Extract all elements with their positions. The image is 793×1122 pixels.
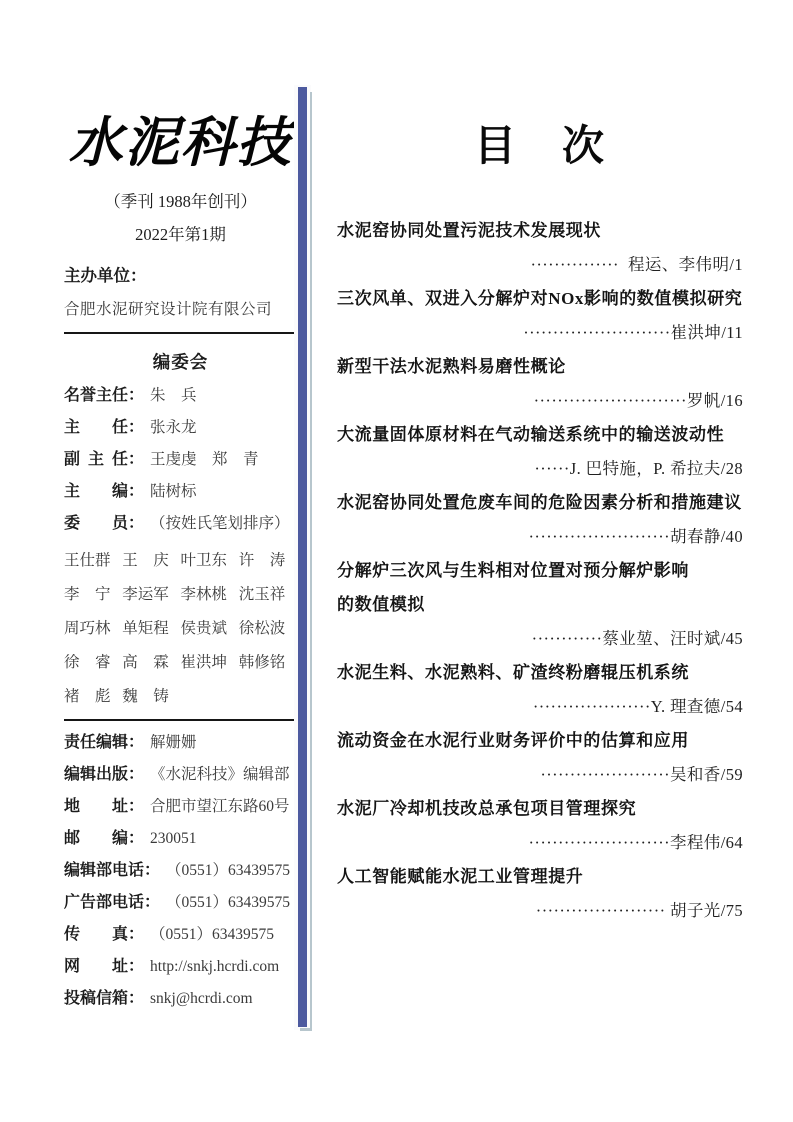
- toc-article-byline: ························胡春静/40: [528, 527, 743, 547]
- pub-row: [64, 765, 297, 785]
- member-name: 褚 彪: [64, 687, 111, 705]
- role-label: 名誉主任：: [64, 386, 145, 404]
- member-name: 许 涛: [238, 551, 286, 569]
- member-name: 侯贵斌: [180, 619, 228, 637]
- toc-column: [337, 122, 743, 928]
- member-name: 徐 睿: [64, 653, 111, 671]
- role-value: （按姓氏笔划排序）: [150, 514, 290, 532]
- role-value: 张永龙: [150, 418, 197, 436]
- pub-row: [64, 861, 297, 881]
- publishing-info: [64, 733, 297, 1009]
- pub-row: [64, 893, 297, 913]
- toc-article-list: [337, 214, 743, 928]
- pub-row: [64, 957, 297, 977]
- toc-article: [337, 860, 743, 928]
- toc-article-title: 新型干法水泥熟料易磨性概论: [337, 357, 566, 377]
- member-name: 魏 铸: [122, 687, 169, 705]
- toc-article: [337, 656, 743, 724]
- member-name: 李 宁: [64, 585, 111, 603]
- pub-row: [64, 733, 297, 753]
- toc-article-title: 水泥窑协同处置污泥技术发展现状: [337, 221, 601, 241]
- toc-article: [337, 724, 743, 792]
- pub-label: 邮 编：: [64, 829, 145, 847]
- pub-label: 广告部电话：: [64, 893, 161, 911]
- toc-article: [337, 282, 743, 350]
- toc-article-byline: ························李程伟/64: [528, 833, 743, 853]
- role-row: [64, 450, 297, 470]
- toc-article-byline: ······················吴和香/59: [540, 765, 743, 785]
- toc-article: [337, 486, 743, 554]
- toc-article-byline: ····················Y. 理查德/54: [532, 697, 743, 717]
- member-name: 李运军: [122, 585, 169, 603]
- journal-title: 水泥科技: [68, 113, 293, 173]
- divider-bar: [298, 87, 307, 1027]
- role-label: 主 编：: [64, 482, 145, 500]
- organizer-label: 主办单位：: [64, 266, 147, 285]
- toc-article-byline: ··············· 程运、李伟明/1: [530, 255, 743, 275]
- journal-info-column: [64, 110, 297, 1009]
- toc-article-byline: ············蔡业堃、汪时斌/45: [531, 629, 743, 649]
- member-name: 高 霖: [122, 653, 169, 671]
- pub-label: 责任编辑：: [64, 733, 145, 751]
- pub-row: [64, 829, 297, 849]
- toc-article-title: 的数值模拟: [337, 595, 425, 615]
- pub-label: 编辑出版：: [64, 765, 145, 783]
- pub-value: 230051: [150, 829, 197, 847]
- pub-value: （0551）63439575: [150, 925, 275, 943]
- journal-subtitle: （季刊 1988年创刊）: [104, 191, 257, 211]
- role-row: [64, 418, 297, 438]
- toc-article-byline: ··························罗帆/16: [533, 391, 743, 411]
- member-name: 徐松波: [238, 619, 286, 637]
- member-name: 王 庆: [122, 551, 169, 569]
- member-name: 韩修铭: [238, 653, 286, 671]
- member-name: 叶卫东: [180, 551, 228, 569]
- role-row: [64, 514, 297, 534]
- role-row: [64, 482, 297, 502]
- toc-article: [337, 214, 743, 282]
- toc-article-title: 水泥厂冷却机技改总承包项目管理探究: [337, 799, 637, 819]
- editorial-board-roles: [64, 386, 297, 534]
- toc-article: [337, 554, 743, 656]
- toc-article: [337, 418, 743, 486]
- role-label: 主 任：: [64, 418, 145, 436]
- editorial-board-header: 编委会: [152, 351, 209, 372]
- role-value: 王虔虔 郑 青: [150, 450, 259, 468]
- toc-article-title: 流动资金在水泥行业财务评价中的估算和应用: [337, 731, 689, 751]
- pub-label: 编辑部电话：: [64, 861, 161, 879]
- toc-article-title: 人工智能赋能水泥工业管理提升: [337, 867, 584, 887]
- toc-article-title: 分解炉三次风与生料相对位置对预分解炉影响: [337, 561, 689, 581]
- section-rule-top: [64, 332, 297, 334]
- role-row: [64, 386, 297, 406]
- toc-article-byline: ·························崔洪坤/11: [523, 323, 743, 343]
- toc-article: [337, 350, 743, 418]
- pub-label: 传 真：: [64, 925, 145, 943]
- role-label: 副 主 任：: [64, 450, 145, 468]
- divider-shadow-bottom: [300, 1028, 312, 1031]
- organizer-name: 合肥水泥研究设计院有限公司: [64, 300, 273, 318]
- pub-label: 网 址：: [64, 957, 145, 975]
- toc-article-title: 水泥生料、水泥熟料、矿渣终粉磨辊压机系统: [337, 663, 689, 683]
- toc-article-byline: ······················ 胡子光/75: [535, 901, 743, 921]
- member-name: 周巧林: [64, 619, 111, 637]
- editorial-board-members: [64, 548, 297, 706]
- pub-value: （0551）63439575: [166, 893, 291, 911]
- toc-article-title: 水泥窑协同处置危废车间的危险因素分析和措施建议: [337, 493, 742, 513]
- pub-value: （0551）63439575: [166, 861, 291, 879]
- toc-article-title: 三次风单、双进入分解炉对NOx影响的数值模拟研究: [337, 289, 743, 309]
- member-name: 沈玉祥: [238, 585, 286, 603]
- member-name: 李林桃: [180, 585, 228, 603]
- pub-row: [64, 925, 297, 945]
- member-name: 单矩程: [122, 619, 169, 637]
- pub-value: 解姗姗: [150, 733, 197, 751]
- pub-label: 地 址：: [64, 797, 145, 815]
- pub-label: 投稿信箱：: [64, 989, 145, 1007]
- pub-value: 《水泥科技》编辑部: [150, 765, 290, 783]
- toc-article-title: 大流量固体原材料在气动输送系统中的输送波动性: [337, 425, 725, 445]
- pub-value: http://snkj.hcrdi.com: [150, 957, 280, 975]
- toc-header: 目 次: [473, 124, 606, 170]
- section-rule-bottom: [64, 719, 297, 721]
- pub-value: snkj@hcrdi.com: [150, 989, 253, 1007]
- divider-shadow: [310, 92, 312, 1030]
- pub-row: [64, 797, 297, 817]
- member-name: 王仕群: [64, 551, 111, 569]
- role-value: 朱 兵: [150, 386, 197, 404]
- role-value: 陆树标: [150, 482, 197, 500]
- pub-row: [64, 989, 297, 1009]
- toc-article-byline: ······J. 巴特施，P. 希拉夫/28: [534, 459, 743, 479]
- toc-article: [337, 792, 743, 860]
- journal-issue: 2022年第1期: [135, 224, 226, 244]
- pub-value: 合肥市望江东路60号: [150, 797, 290, 815]
- member-name: 崔洪坤: [180, 653, 228, 671]
- role-label: 委 员：: [64, 514, 145, 532]
